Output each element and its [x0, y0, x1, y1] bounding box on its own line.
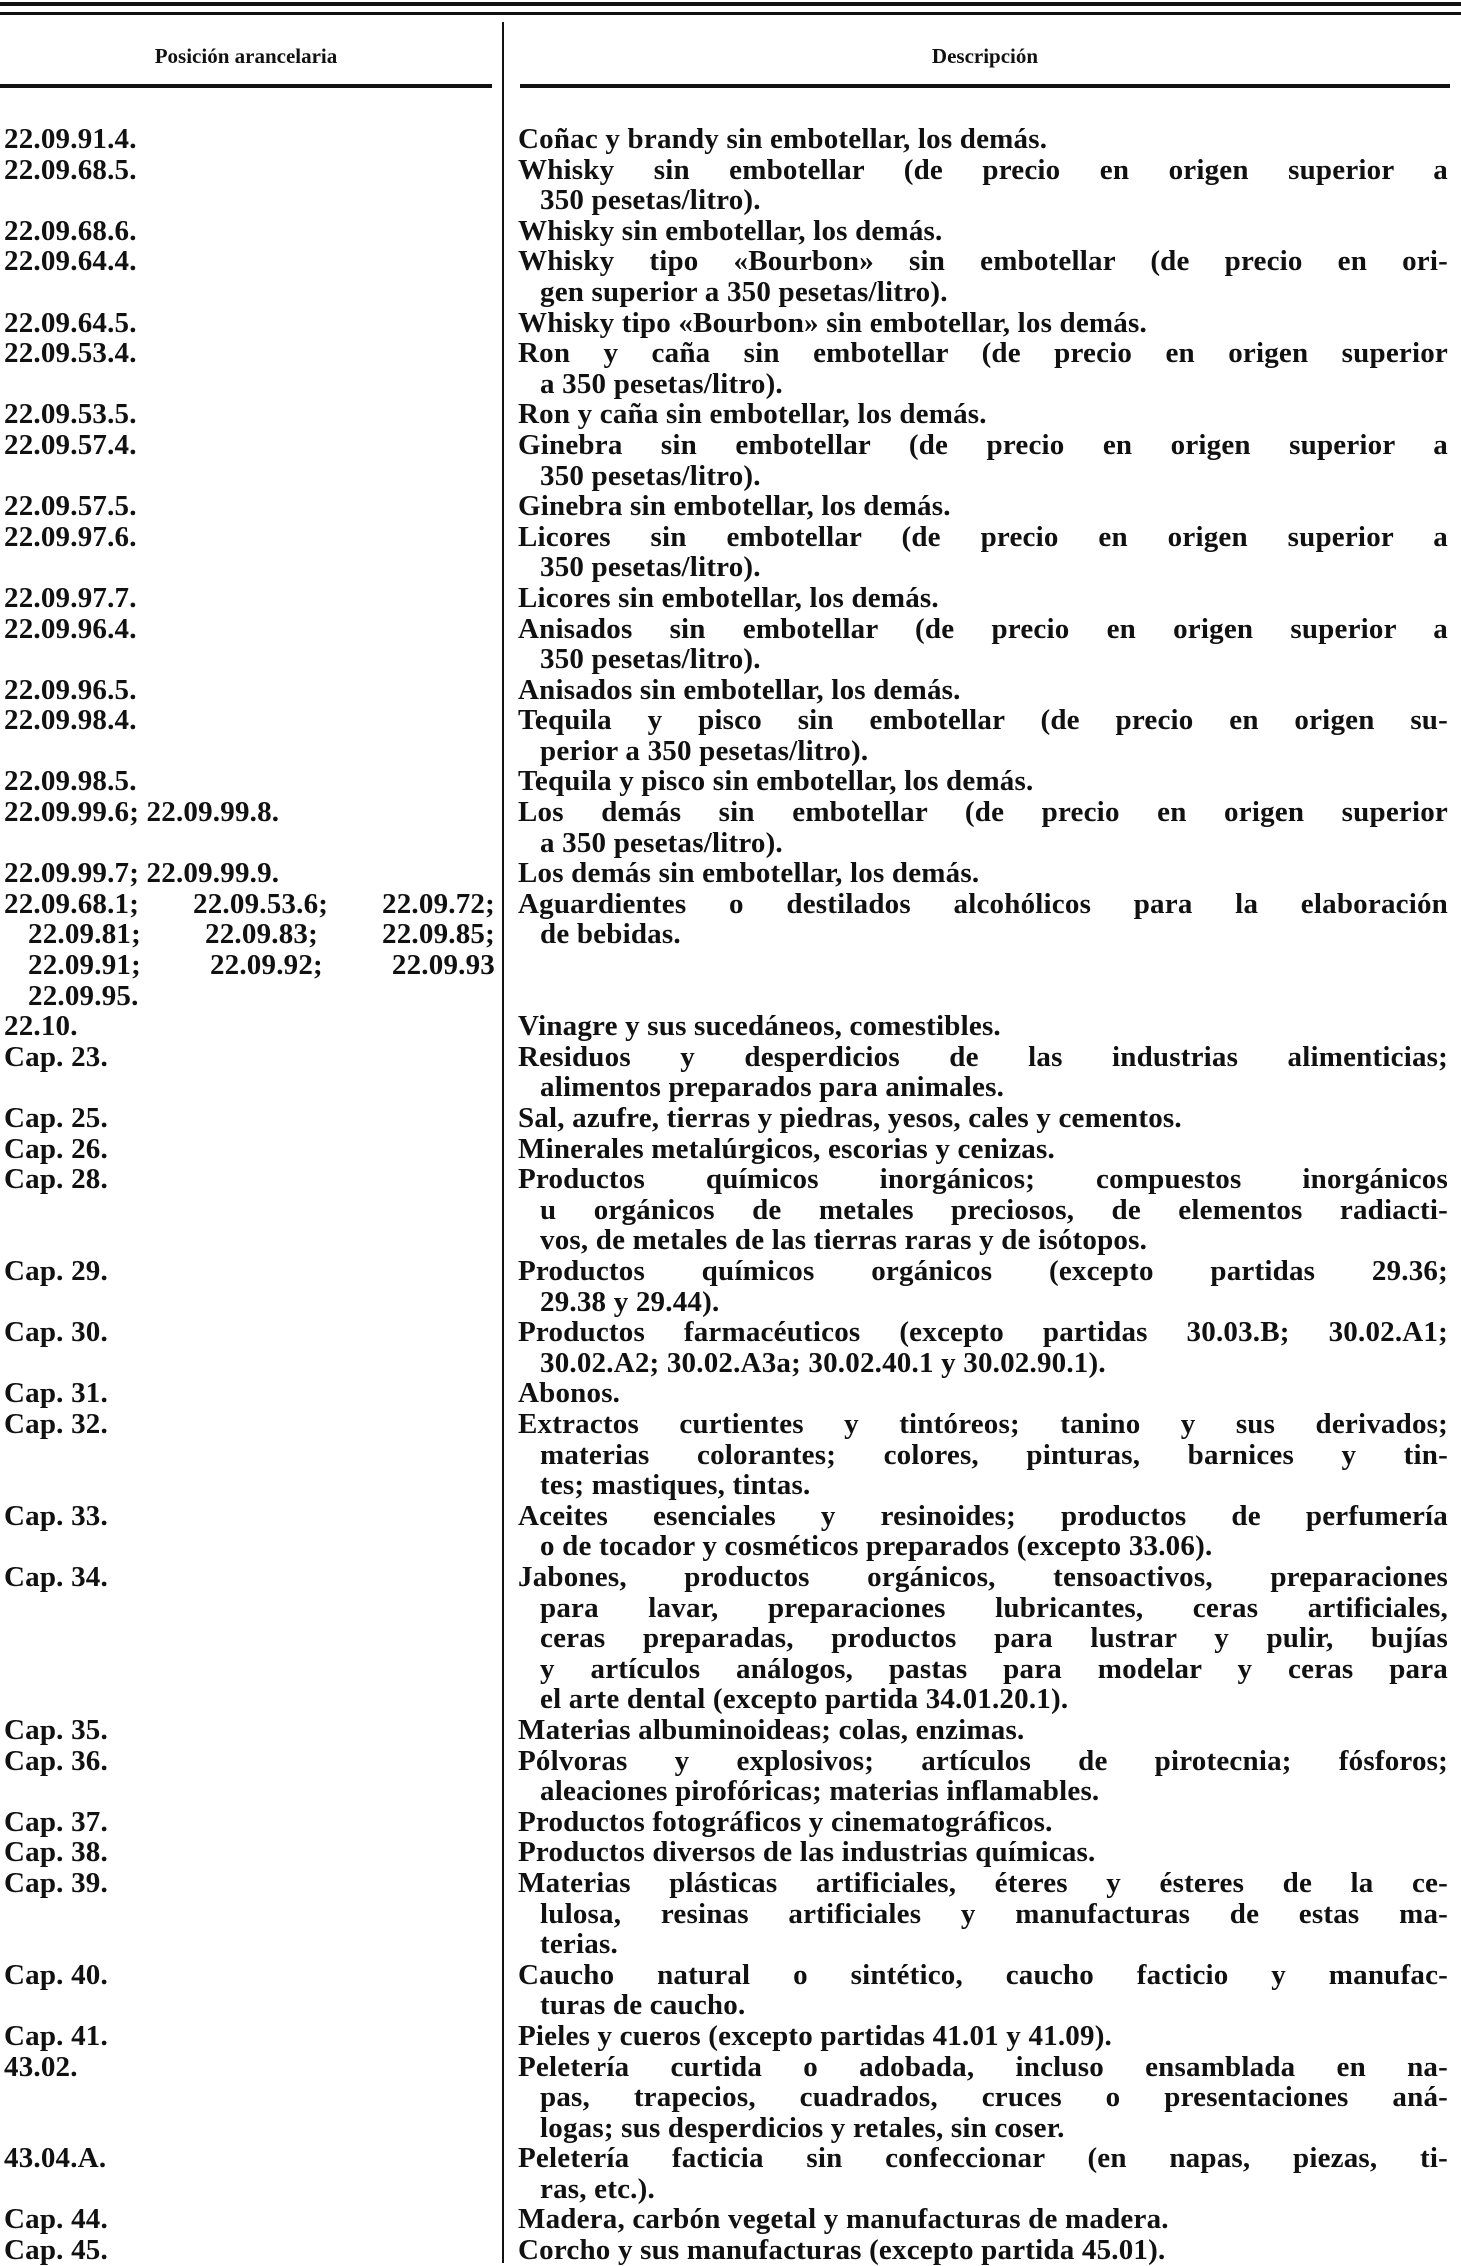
tariff-position-line: 43.04.A.: [4, 2142, 107, 2175]
tariff-position-line: Cap. 45.: [4, 2234, 108, 2266]
table-row: [0, 1378, 1461, 1409]
tariff-position-line: 22.09.53.5.: [4, 398, 137, 431]
column-header-description: Descripción: [931, 44, 1039, 68]
tariff-position-line: 22.09.91.4.: [4, 123, 137, 155]
tariff-position-line: Cap. 33.: [4, 1499, 108, 1532]
table-row: [0, 583, 1461, 614]
tariff-description: [518, 1164, 1448, 1256]
tariff-position-line: 22.09.81; 22.09.83; 22.09.85;: [28, 919, 495, 951]
tariff-description-line: turas de caucho.: [540, 1989, 746, 2022]
tariff-position-line: 22.09.91; 22.09.92; 22.09.93: [28, 950, 495, 981]
tariff-description-line: Los demás sin embotellar, los demás.: [518, 857, 980, 890]
table-row: [0, 430, 1461, 491]
tariff-position: [0, 1715, 495, 1746]
tariff-description-line: ceras preparadas, productos para lustrar y pulir, bujías: [540, 1623, 1448, 1654]
top-rule-secondary: [0, 12, 1461, 15]
tariff-description-line: Ron y caña sin embotellar (de precio en origen superior: [518, 338, 1448, 369]
tariff-position: [0, 858, 495, 889]
tariff-description-line: 29.38 y 29.44).: [540, 1285, 720, 1318]
tariff-description-line: Madera, carbón vegetal y manufacturas de madera.: [518, 2203, 1169, 2236]
tariff-position-line: 43.02.: [4, 2050, 78, 2083]
tariff-description-line: Aceites esenciales y resinoides; productos de perfumería: [518, 1500, 1448, 1532]
tariff-position: [0, 399, 495, 430]
tariff-description: [518, 124, 1448, 155]
tariff-description-line: Corcho y sus manufacturas (excepto partida 45.01).: [518, 2234, 1166, 2266]
tariff-position: [0, 705, 495, 766]
tariff-position: [0, 889, 495, 1011]
tariff-position-line: 22.09.97.7.: [4, 581, 137, 614]
tariff-description: [518, 1746, 1448, 1807]
tariff-description-line: Whisky tipo «Bourbon» sin embotellar, los demás.: [518, 306, 1147, 339]
tariff-position-line: Cap. 29.: [4, 1255, 108, 1287]
table-row: [0, 2204, 1461, 2235]
tariff-description-line: 350 pesetas/litro).: [540, 551, 761, 584]
tariff-position-line: Cap. 35.: [4, 1713, 108, 1746]
tariff-description-line: Pólvoras y explosivos; artículos de pirotecnia; fósforos;: [518, 1745, 1448, 1777]
tariff-position: [0, 1868, 495, 1960]
table-row: [0, 399, 1461, 430]
table-row: [0, 1134, 1461, 1165]
table-row: [0, 1256, 1461, 1317]
tariff-position: [0, 2204, 495, 2235]
tariff-description: [518, 1715, 1448, 1746]
tariff-description-line: Tequila y pisco sin embotellar (de precio en origen su-: [518, 705, 1448, 736]
tariff-position: [0, 522, 495, 583]
tariff-position-line: 22.09.68.1; 22.09.53.6; 22.09.72;: [4, 888, 495, 920]
tariff-position-line: 22.09.99.7; 22.09.99.9.: [4, 857, 280, 890]
tariff-position-line: 22.09.96.4.: [4, 612, 137, 645]
tariff-position: [0, 1501, 495, 1562]
tariff-description-line: Tequila y pisco sin embotellar, los demás.: [518, 765, 1034, 798]
table-row: [0, 246, 1461, 307]
table-row: [0, 1042, 1461, 1103]
table-row: [0, 2021, 1461, 2052]
tariff-position-line: Cap. 38.: [4, 1836, 108, 1869]
tariff-description-line: Productos diversos de las industrias químicas.: [518, 1836, 1096, 1869]
tariff-description: [518, 583, 1448, 614]
table-row: [0, 522, 1461, 583]
tariff-position-line: 22.09.99.6; 22.09.99.8.: [4, 796, 280, 829]
tariff-position: [0, 2021, 495, 2052]
tariff-description-line: Licores sin embotellar (de precio en origen superior a: [518, 521, 1448, 553]
tariff-position-line: Cap. 23.: [4, 1040, 108, 1073]
tariff-description: [518, 1501, 1448, 1562]
tariff-description-line: Extractos curtientes y tintóreos; tanino y sus derivados;: [518, 1408, 1448, 1440]
tariff-description: [518, 246, 1448, 307]
tariff-description-line: Aguardientes o destilados alcohólicos para la elaboración: [518, 888, 1448, 920]
table-row: [0, 1960, 1461, 2021]
tariff-position-line: 22.09.64.5.: [4, 306, 137, 339]
tariff-description: [518, 1868, 1448, 1960]
tariff-description-line: perior a 350 pesetas/litro).: [540, 734, 869, 767]
tariff-description-line: el arte dental (excepto partida 34.01.20.1).: [540, 1683, 1069, 1716]
tariff-position-line: Cap. 40.: [4, 1958, 108, 1991]
tariff-description: [518, 1807, 1448, 1838]
tariff-position: [0, 1378, 495, 1409]
tariff-position: [0, 491, 495, 522]
tariff-position: [0, 1807, 495, 1838]
tariff-description-line: Whisky tipo «Bourbon» sin embotellar (de precio en ori-: [518, 246, 1448, 277]
tariff-description: [518, 889, 1448, 950]
tariff-position: [0, 583, 495, 614]
table-row: [0, 614, 1461, 675]
tariff-position-line: Cap. 39.: [4, 1866, 108, 1899]
tariff-table: [0, 124, 1461, 2266]
tariff-position: [0, 797, 495, 858]
tariff-description: [518, 705, 1448, 766]
tariff-description-line: Peletería facticia sin confeccionar (en napas, piezas, ti-: [518, 2143, 1448, 2174]
tariff-description: [518, 1103, 1448, 1134]
tariff-position: [0, 675, 495, 706]
tariff-description: [518, 797, 1448, 858]
tariff-position-line: 22.09.68.5.: [4, 153, 137, 186]
tariff-description: [518, 858, 1448, 889]
tariff-description: [518, 308, 1448, 339]
tariff-description-line: Coñac y brandy sin embotellar, los demás.: [518, 123, 1048, 155]
table-row: [0, 1501, 1461, 1562]
tariff-description-line: Jabones, productos orgánicos, tensoactivos, preparaciones: [518, 1561, 1448, 1593]
tariff-description: [518, 2143, 1448, 2204]
tariff-description: [518, 766, 1448, 797]
tariff-position: [0, 155, 495, 216]
table-row: [0, 124, 1461, 155]
tariff-description: [518, 1960, 1448, 2021]
tariff-position-line: 22.09.57.4.: [4, 428, 137, 461]
table-row: [0, 1715, 1461, 1746]
tariff-position: [0, 246, 495, 307]
tariff-description-line: Caucho natural o sintético, caucho facticio y manufac-: [518, 1959, 1448, 1991]
tariff-description-line: Materias plásticas artificiales, éteres y ésteres de la ce-: [518, 1867, 1448, 1899]
table-row: [0, 338, 1461, 399]
tariff-position-line: Cap. 30.: [4, 1316, 108, 1349]
tariff-position-line: 22.09.68.6.: [4, 214, 137, 247]
tariff-position: [0, 1256, 495, 1317]
tariff-description: [518, 1256, 1448, 1317]
tariff-position: [0, 766, 495, 797]
tariff-position: [0, 1317, 495, 1378]
tariff-description-line: Sal, azufre, tierras y piedras, yesos, cales y cementos.: [518, 1102, 1182, 1135]
tariff-position-line: Cap. 31.: [4, 1377, 108, 1410]
table-row: [0, 308, 1461, 339]
tariff-position-line: Cap. 26.: [4, 1132, 108, 1165]
tariff-description: [518, 1837, 1448, 1868]
tariff-description-line: Productos fotográficos y cinematográficos.: [518, 1805, 1053, 1838]
table-row: [0, 216, 1461, 247]
tariff-position-line: Cap. 25.: [4, 1102, 108, 1135]
tariff-description-line: Peletería curtida o adobada, incluso ensamblada en na-: [518, 2051, 1448, 2083]
tariff-position-line: 22.09.96.5.: [4, 673, 137, 706]
tariff-position: [0, 614, 495, 675]
tariff-position: [0, 1837, 495, 1868]
table-row: [0, 2235, 1461, 2266]
tariff-description-line: aleaciones pirofóricas; materias inflamables.: [540, 1775, 1100, 1808]
tariff-description: [518, 2021, 1448, 2052]
tariff-position: [0, 1103, 495, 1134]
tariff-description-line: Productos farmacéuticos (excepto partidas 30.03.B; 30.02.A1;: [518, 1317, 1448, 1348]
tariff-description-line: lulosa, resinas artificiales y manufacturas de estas ma-: [540, 1898, 1448, 1930]
tariff-position: [0, 430, 495, 491]
tariff-description-line: tes; mastiques, tintas.: [540, 1469, 811, 1502]
table-row: [0, 1746, 1461, 1807]
tariff-description-line: a 350 pesetas/litro).: [540, 826, 783, 859]
tariff-description-line: logas; sus desperdicios y retales, sin coser.: [540, 2111, 1065, 2144]
tariff-description-line: Anisados sin embotellar (de precio en origen superior a: [518, 613, 1448, 645]
tariff-position-line: 22.10.: [4, 1010, 78, 1043]
tariff-description: [518, 2204, 1448, 2235]
tariff-description: [518, 2052, 1448, 2144]
tariff-position-line: Cap. 41.: [4, 2019, 108, 2052]
tariff-description-line: Pieles y cueros (excepto partidas 41.01 y 41.09).: [518, 2019, 1113, 2052]
tariff-position: [0, 1746, 495, 1807]
tariff-position: [0, 2143, 495, 2204]
tariff-position-line: 22.09.95.: [28, 979, 139, 1012]
tariff-description-line: 30.02.A2; 30.02.A3a; 30.02.40.1 y 30.02.90.1).: [540, 1346, 1106, 1379]
table-row: [0, 2052, 1461, 2144]
tariff-description-line: Residuos y desperdicios de las industrias alimenticias;: [518, 1041, 1448, 1073]
tariff-description: [518, 2235, 1448, 2266]
tariff-position: [0, 2052, 495, 2144]
tariff-description-line: Ginebra sin embotellar (de precio en origen superior a: [518, 429, 1448, 461]
tariff-description: [518, 399, 1448, 430]
tariff-description-line: 350 pesetas/litro).: [540, 643, 761, 676]
tariff-description-line: ras, etc.).: [540, 2172, 655, 2205]
table-row: [0, 1868, 1461, 1960]
tariff-description: [518, 155, 1448, 216]
tariff-description-line: Anisados sin embotellar, los demás.: [518, 673, 961, 706]
tariff-position: [0, 1562, 495, 1715]
tariff-description-line: vos, de metales de las tierras raras y de isótopos.: [540, 1224, 1148, 1257]
tariff-description-line: a 350 pesetas/litro).: [540, 367, 783, 400]
tariff-position-line: 22.09.98.4.: [4, 704, 137, 737]
table-row: [0, 1409, 1461, 1501]
tariff-description-line: y artículos análogos, pastas para modelar y ceras para: [540, 1653, 1448, 1685]
tariff-description-line: Vinagre y sus sucedáneos, comestibles.: [518, 1010, 1001, 1043]
tariff-description: [518, 1011, 1448, 1042]
header-rule-left: [0, 84, 492, 88]
tariff-description: [518, 1409, 1448, 1501]
tariff-description-line: o de tocador y cosméticos preparados (excepto 33.06).: [540, 1530, 1213, 1563]
tariff-description: [518, 1378, 1448, 1409]
tariff-position: [0, 1011, 495, 1042]
table-row: [0, 1837, 1461, 1868]
tariff-position-line: 22.09.64.4.: [4, 245, 137, 278]
table-row: [0, 155, 1461, 216]
tariff-position: [0, 216, 495, 247]
tariff-position-line: 22.09.53.4.: [4, 337, 137, 370]
table-row: [0, 797, 1461, 858]
tariff-description-line: Productos químicos inorgánicos; compuestos inorgánicos: [518, 1164, 1448, 1195]
tariff-description-line: Licores sin embotellar, los demás.: [518, 581, 939, 614]
tariff-description-line: pas, trapecios, cuadrados, cruces o presentaciones aná-: [540, 2082, 1448, 2113]
tariff-position-line: Cap. 34.: [4, 1560, 108, 1593]
table-row: [0, 1011, 1461, 1042]
table-row: [0, 491, 1461, 522]
tariff-description-line: Materias albuminoideas; colas, enzimas.: [518, 1713, 1025, 1746]
tariff-description-line: Whisky sin embotellar, los demás.: [518, 214, 943, 247]
table-row: [0, 705, 1461, 766]
tariff-position-line: 22.09.57.5.: [4, 490, 137, 523]
tariff-position: [0, 124, 495, 155]
tariff-position: [0, 1042, 495, 1103]
tariff-description-line: Los demás sin embotellar (de precio en origen superior: [518, 797, 1448, 828]
table-row: [0, 889, 1461, 1011]
tariff-position-line: Cap. 32.: [4, 1407, 108, 1440]
top-rule: [0, 2, 1461, 6]
tariff-description-line: Ginebra sin embotellar, los demás.: [518, 490, 951, 523]
tariff-description: [518, 430, 1448, 491]
tariff-description-line: 350 pesetas/litro).: [540, 184, 761, 217]
tariff-position: [0, 1164, 495, 1256]
tariff-description-line: terias.: [540, 1928, 618, 1961]
tariff-description: [518, 1134, 1448, 1165]
tariff-description: [518, 1042, 1448, 1103]
tariff-description: [518, 216, 1448, 247]
tariff-position-line: Cap. 44.: [4, 2203, 108, 2236]
tariff-description-line: de bebidas.: [540, 918, 681, 951]
table-row: [0, 766, 1461, 797]
tariff-description: [518, 338, 1448, 399]
tariff-description-line: 350 pesetas/litro).: [540, 459, 761, 492]
tariff-description: [518, 491, 1448, 522]
tariff-description: [518, 614, 1448, 675]
tariff-position: [0, 1134, 495, 1165]
table-row: [0, 1807, 1461, 1838]
tariff-description-line: Minerales metalúrgicos, escorias y cenizas.: [518, 1132, 1055, 1165]
tariff-description: [518, 675, 1448, 706]
header-rule-right: [520, 84, 1450, 88]
column-header-position: Posición arancelaria: [154, 44, 338, 68]
tariff-description-line: Productos químicos orgánicos (excepto partidas 29.36;: [518, 1256, 1448, 1287]
tariff-description: [518, 1562, 1448, 1715]
table-row: [0, 1317, 1461, 1378]
tariff-description-line: gen superior a 350 pesetas/litro).: [540, 275, 948, 308]
tariff-description-line: Whisky sin embotellar (de precio en origen superior a: [518, 154, 1448, 186]
table-row: [0, 2143, 1461, 2204]
tariff-position: [0, 308, 495, 339]
table-row: [0, 675, 1461, 706]
tariff-description-line: Ron y caña sin embotellar, los demás.: [518, 398, 987, 431]
tariff-description: [518, 1317, 1448, 1378]
tariff-description: [518, 522, 1448, 583]
table-row: [0, 858, 1461, 889]
tariff-position-line: Cap. 28.: [4, 1163, 108, 1196]
table-row: [0, 1103, 1461, 1134]
tariff-position-line: Cap. 36.: [4, 1744, 108, 1777]
tariff-description-line: para lavar, preparaciones lubricantes, ceras artificiales,: [540, 1592, 1448, 1624]
tariff-position: [0, 338, 495, 399]
tariff-description-line: Abonos.: [518, 1377, 621, 1410]
tariff-position: [0, 2235, 495, 2266]
tariff-position: [0, 1960, 495, 2021]
tariff-position-line: 22.09.98.5.: [4, 765, 137, 798]
tariff-description-line: u orgánicos de metales preciosos, de elementos radiacti-: [540, 1194, 1448, 1226]
tariff-position: [0, 1409, 495, 1501]
tariff-position-line: 22.09.97.6.: [4, 520, 137, 553]
table-row: [0, 1164, 1461, 1256]
tariff-description-line: alimentos preparados para animales.: [540, 1071, 1005, 1104]
table-row: [0, 1562, 1461, 1715]
tariff-position-line: Cap. 37.: [4, 1805, 108, 1838]
tariff-description-line: materias colorantes; colores, pinturas, barnices y tin-: [540, 1439, 1448, 1471]
